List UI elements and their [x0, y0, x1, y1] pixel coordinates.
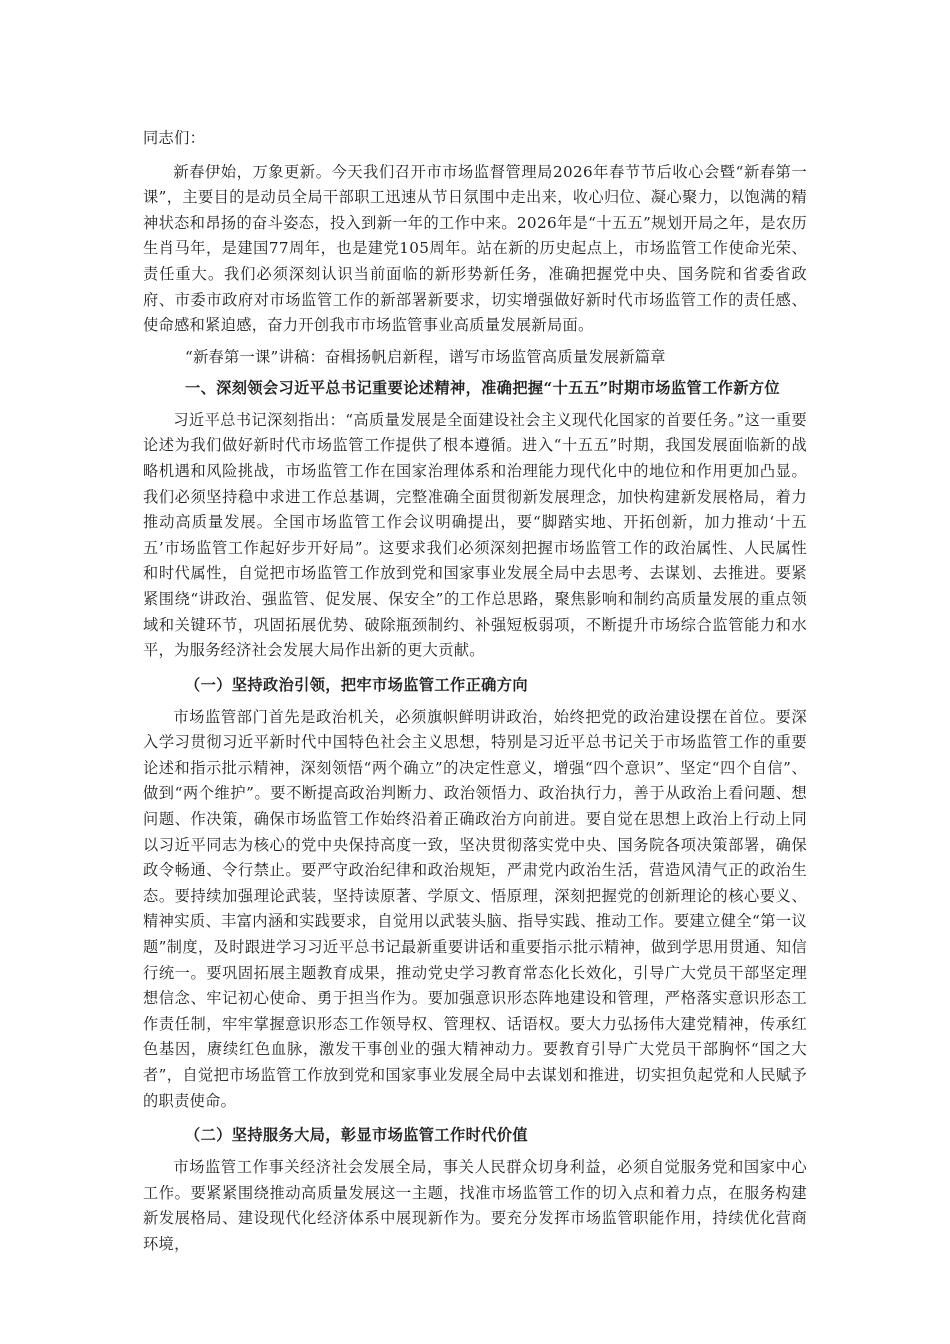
subsection-heading-1-1: （一）坚持政治引领，把牢市场监管工作正确方向: [185, 675, 528, 694]
subsection-1-2-paragraph: 市场监管工作事关经济社会发展全局，事关人民群众切身利益，必须自觉服务党和国家中心工作。要紧紧围绕推动高质量发展这一主题，找准市场监管工作的切入点和着力点，在服务构建新发展格局、建设现代化经济体系中展现新作为。要充分发挥市场监管职能作用，持续优化营商环境，: [143, 1158, 807, 1253]
speech-subtitle: “新春第一课”讲稿：奋楫扬帆启新程，谱写市场监管高质量发展新篇章: [185, 347, 666, 366]
section-heading-1: 一、深刻领会习近平总书记重要论述精神，准确把握“十五五”时期市场监管工作新方位: [185, 378, 781, 397]
subsection-1-1-paragraph: 市场监管部门首先是政治机关，必须旗帜鲜明讲政治，始终把党的政治建设摆在首位。要深入学习贯彻习近平新时代中国特色社会主义思想，特别是习近平总书记关于市场监管工作的重要论述和指示批示精神，深刻领悟“两个确立”的决定性意义，增强“四个意识”、坚定“四个自信”、做到“两个维护”。要不断提高政治判断力、政治领悟力、政治执行力，善于从政治上看问题、想问题、作决策，确保市场监管工作始终沿着正确政治方向前进。要自觉在思想上政治上行动上同以习近平同志为核心的党中央保持高度一致，坚决贯彻落实党中央、国务院各项决策部署，确保政令畅通、令行禁止。要严守政治纪律和政治规矩，严肃党内政治生活，营造风清气正的政治生态。要持续加强理论武装，坚持读原著、学原文、悟原理，深刻把握党的创新理论的核心要义、精神实质、丰富内涵和实践要求，自觉用以武装头脑、指导实践、推动工作。要建立健全“第一议题”制度，及时跟进学习习近平总书记最新重要讲话和重要指示批示精神，做到学思用贯通、知信行统一。要巩固拓展主题教育成果，推动党史学习教育常态化长效化，引导广大党员干部坚定理想信念、牢记初心使命、勇于担当作为。要加强意识形态阵地建设和管理，严格落实意识形态工作责任制，牢牢掌握意识形态工作领导权、管理权、话语权。要大力弘扬伟大建党精神，传承红色基因，赓续红色血脉，激发干事创业的强大精神动力。要教育引导广大党员干部胸怀“国之大者”，自觉把市场监管工作放到党和国家事业发展全局中去谋划和推进，切实担负起党和人民赋予的职责使命。: [143, 707, 807, 1110]
intro-paragraph: 新春伊始，万象更新。今天我们召开市市场监督管理局2026年春节节后收心会暨“新春第一课”，主要目的是动员全局干部职工迅速从节日氛围中走出来，收心归位、凝心聚力，以饱满的精神状态和昂扬的奋斗姿态，投入到新一年的工作中来。2026年是“十五五”规划开局之年，是农历生肖马年，是建国77周年，也是建党105周年。站在新的历史起点上，市场监管工作使命光荣、责任重大。我们必须深刻认识当前面临的新形势新任务，准确把握党中央、国务院和省委省政府、市委市政府对市场监管工作的新部署新要求，切实增强做好新时代市场监管工作的责任感、使命感和紧迫感，奋力开创我市市场监管事业高质量发展新局面。: [143, 162, 807, 335]
section-1-paragraph: 习近平总书记深刻指出：“高质量发展是全面建设社会主义现代化国家的首要任务。”这一重要论述为我们做好新时代市场监管工作提供了根本遵循。进入“十五五”时期，我国发展面临新的战略机遇和风险挑战，市场监管工作在国家治理体系和治理能力现代化中的地位和作用更加凸显。我们必须坚持稳中求进工作总基调，完整准确全面贯彻新发展理念，加快构建新发展格局，着力推动高质量发展。全国市场监管工作会议明确提出，要“脚踏实地、开拓创新，加力推动‘十五五’市场监管工作起好步开好局”。这要求我们必须深刻把握市场监管工作的政治属性、人民属性和时代属性，自觉把市场监管工作放到党和国家事业发展全局中去思考、去谋划、去推进。要紧紧围绕“讲政治、强监管、促发展、保安全”的工作总思路，聚焦影响和制约高质量发展的重点领域和关键环节，巩固拓展优势、破除瓶颈制约、补强短板弱项，不断提升市场综合监管能力和水平，为服务经济社会发展大局作出新的更大贡献。: [143, 410, 807, 660]
document-page: [143, 126, 807, 1258]
greeting: 同志们：: [143, 129, 206, 147]
subsection-heading-1-2: （二）坚持服务大局，彰显市场监管工作时代价值: [185, 1126, 528, 1145]
